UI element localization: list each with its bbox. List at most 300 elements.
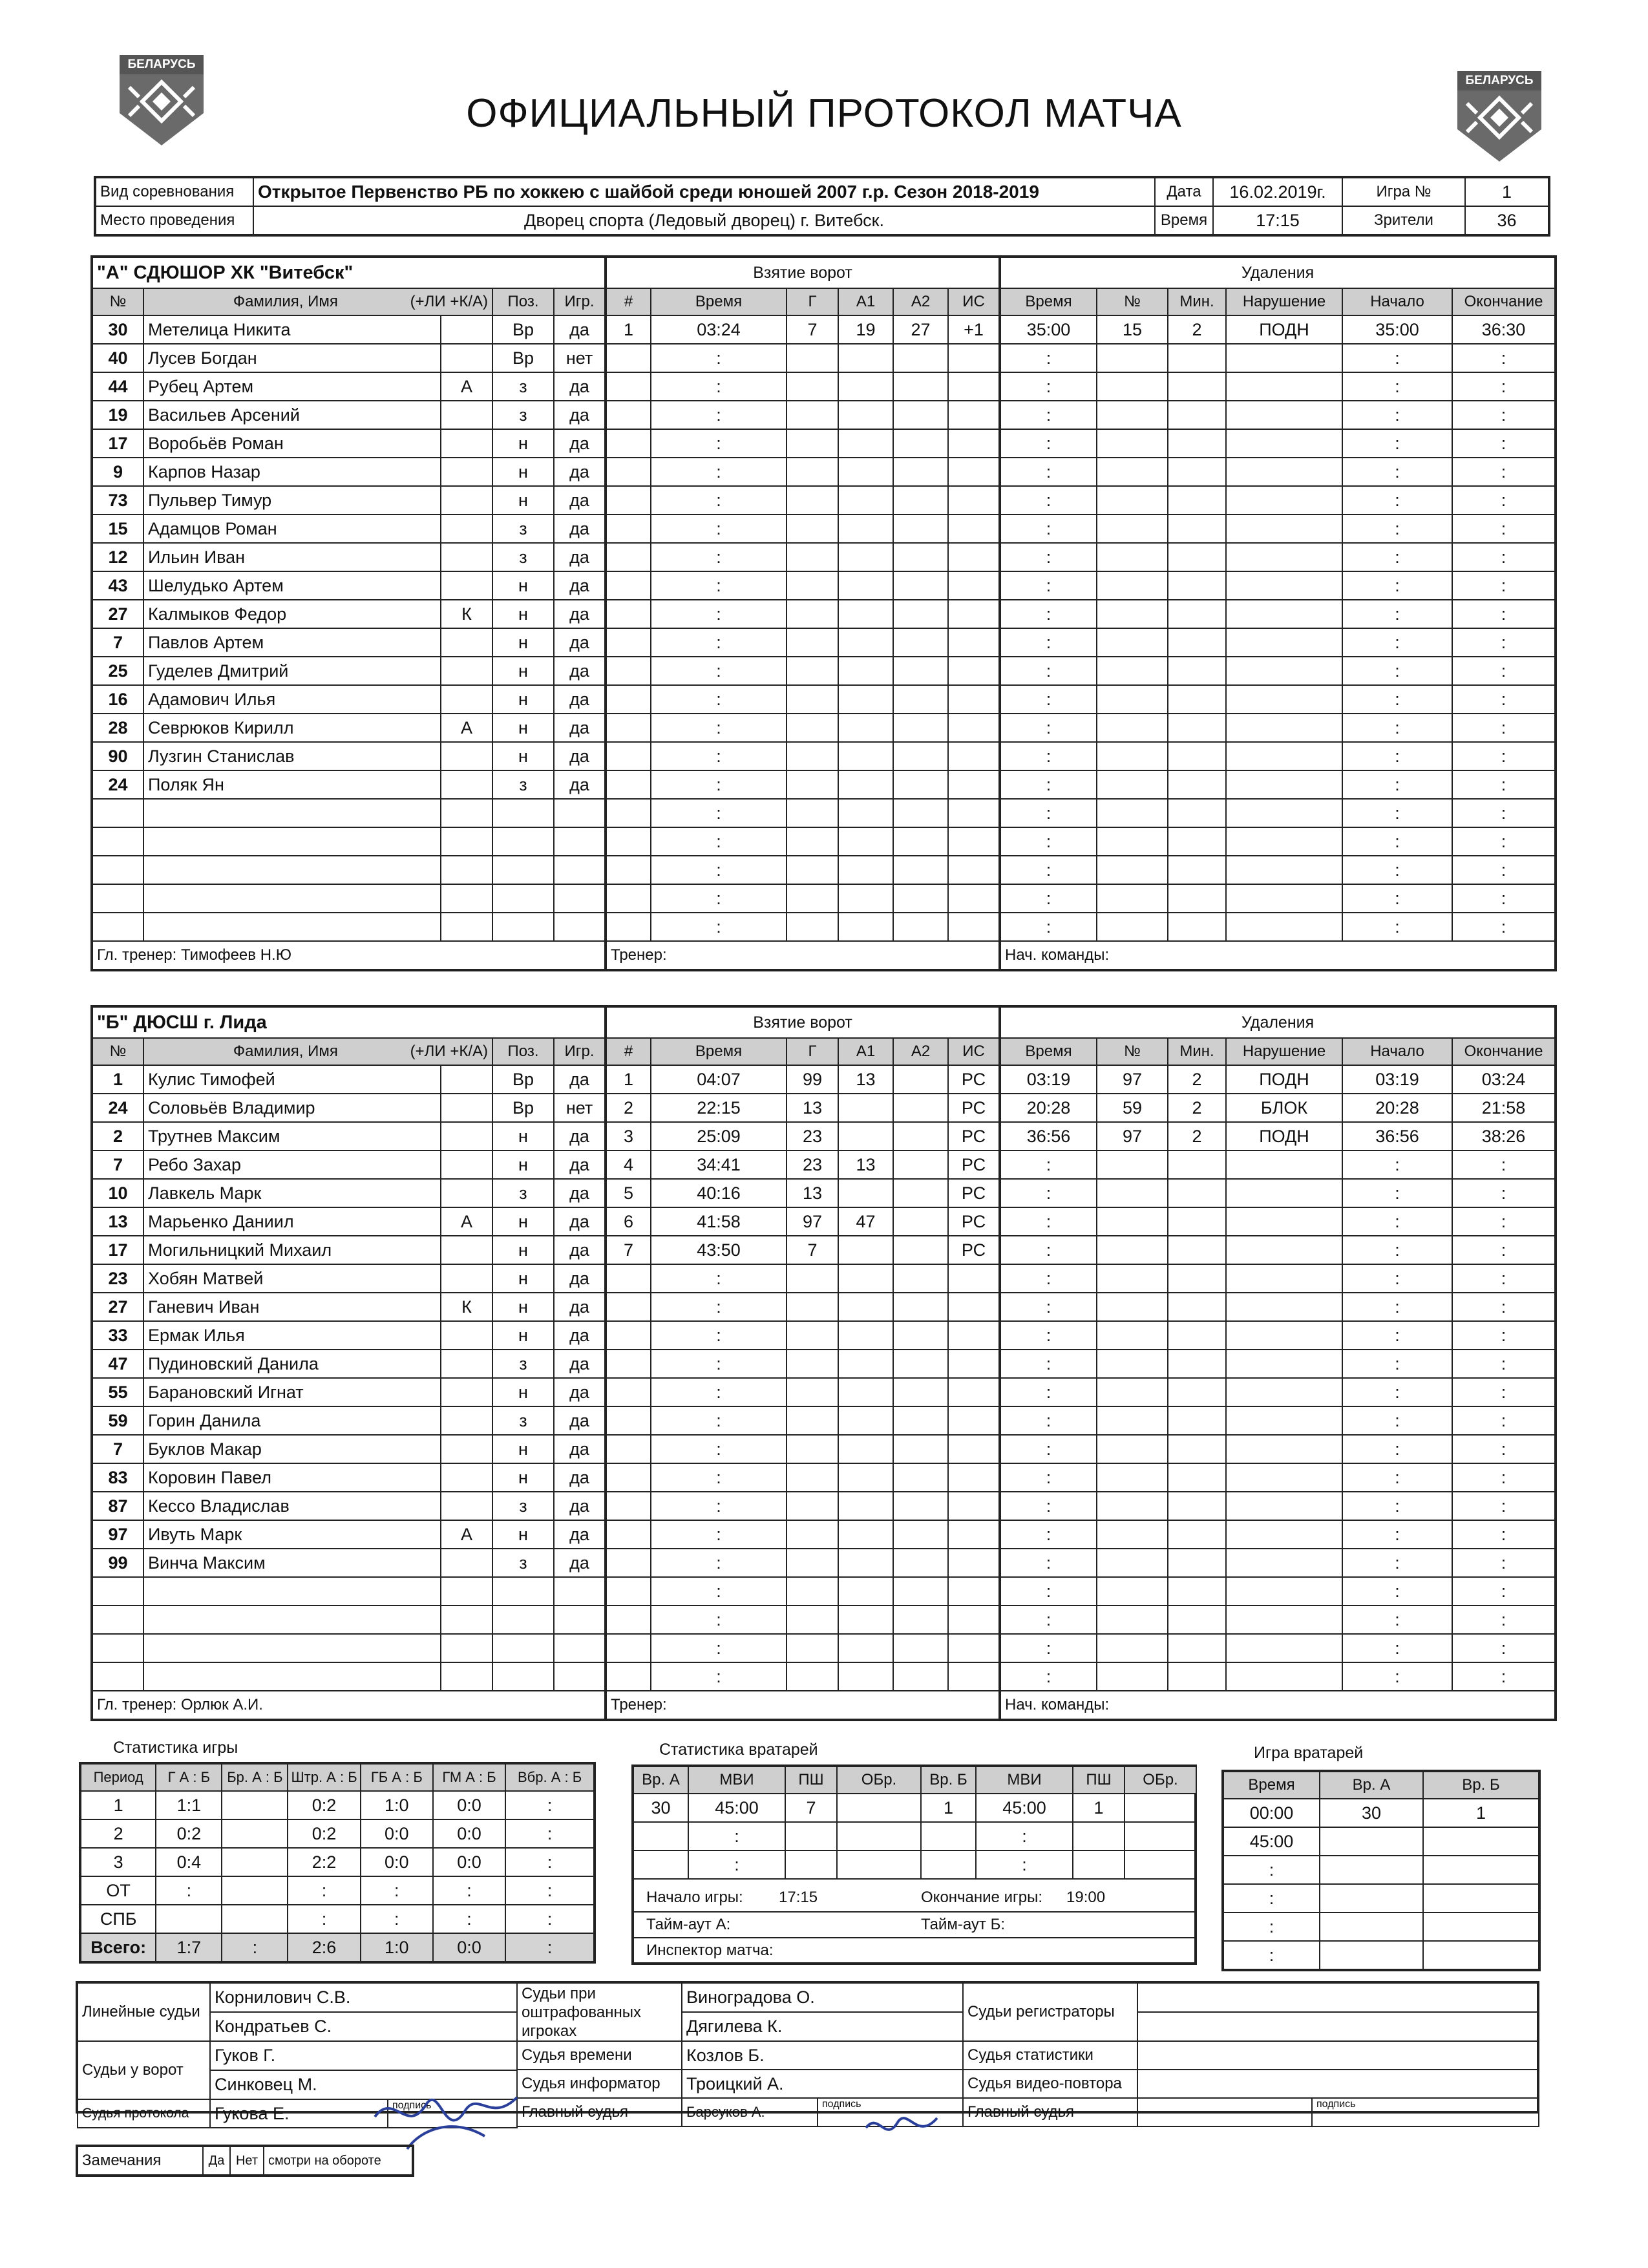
goal-assist-2 — [893, 742, 948, 770]
game-stats-title: Статистика игры — [113, 1739, 238, 1757]
penalty-start: : — [1342, 856, 1452, 884]
goal-situation — [948, 1435, 1000, 1463]
goal-scorer: 7 — [787, 1236, 838, 1264]
goal-number — [606, 1577, 651, 1606]
goalie-play-cell: : — [1223, 1941, 1320, 1970]
player-position: Вр — [492, 344, 554, 372]
player-row — [92, 1122, 606, 1150]
goal-number — [606, 884, 651, 913]
penalty-row — [1000, 571, 1556, 600]
penalty-start: : — [1342, 913, 1452, 941]
p-col-end: Окончание — [1452, 1038, 1556, 1065]
goal-assist-2 — [893, 1406, 948, 1435]
goal-row — [606, 884, 1000, 913]
goalie-stats-cell: 45:00 — [976, 1794, 1073, 1822]
goalie-stats-header: Вр. А — [633, 1766, 688, 1794]
penalty-minutes — [1168, 1207, 1226, 1236]
player-row — [92, 600, 606, 628]
player-position: з — [492, 1406, 554, 1435]
goal-situation — [948, 1378, 1000, 1406]
player-name: Трутнев Максим — [143, 1122, 441, 1150]
penalty-row — [1000, 742, 1556, 770]
player-captain — [441, 1122, 492, 1150]
player-played: да — [554, 543, 606, 571]
player-row — [92, 1065, 606, 1094]
goal-assist-1 — [838, 1350, 893, 1378]
goal-assist-1 — [838, 1094, 893, 1122]
g-col-num: # — [606, 288, 651, 315]
penalty-start: : — [1342, 1577, 1452, 1606]
goal-assist-1 — [838, 657, 893, 685]
goal-number — [606, 1321, 651, 1350]
goal-assist-1 — [838, 628, 893, 657]
penalty-violation — [1226, 458, 1342, 486]
game-stats-cell: 0:0 — [433, 1791, 505, 1819]
goalie-stats-row — [633, 1822, 1196, 1850]
player-captain — [441, 913, 492, 941]
player-played: да — [554, 571, 606, 600]
game-stats-cell: 0:0 — [361, 1819, 433, 1848]
penalty-minutes: 2 — [1168, 1122, 1226, 1150]
penalty-end: : — [1452, 685, 1556, 714]
game-stats-header: Вбр. А : Б — [505, 1763, 595, 1791]
player-row — [92, 799, 606, 827]
player-position: н — [492, 742, 554, 770]
goal-time: : — [651, 856, 787, 884]
head-coach-name: Орлюк А.И. — [180, 1696, 263, 1713]
player-position: з — [492, 770, 554, 799]
goal-scorer — [787, 1463, 838, 1492]
penalty-row — [1000, 486, 1556, 514]
goal-time: : — [651, 913, 787, 941]
goal-judges-label: Судьи у ворот — [78, 2041, 210, 2099]
penalty-minutes — [1168, 1577, 1226, 1606]
game-value: 1 — [1465, 177, 1549, 206]
player-played: да — [554, 514, 606, 543]
goal-scorer — [787, 1321, 838, 1350]
penalty-time: : — [1000, 799, 1097, 827]
penalty-time: : — [1000, 628, 1097, 657]
goal-judge-2: Синковец М. — [210, 2070, 517, 2099]
player-position: з — [492, 372, 554, 401]
goal-time: : — [651, 514, 787, 543]
goal-row — [606, 1520, 1000, 1549]
player-played: да — [554, 401, 606, 429]
player-row — [92, 1492, 606, 1520]
penalty-time: : — [1000, 1207, 1097, 1236]
goal-time: : — [651, 685, 787, 714]
goal-number: 2 — [606, 1094, 651, 1122]
player-position — [492, 827, 554, 856]
penalty-start: : — [1342, 1463, 1452, 1492]
penalty-violation — [1226, 1463, 1342, 1492]
penalty-minutes — [1168, 458, 1226, 486]
penalty-start: : — [1342, 1549, 1452, 1577]
penalty-row — [1000, 429, 1556, 458]
goal-situation: РС — [948, 1150, 1000, 1179]
goal-number: 7 — [606, 1236, 651, 1264]
goal-assist-2 — [893, 543, 948, 571]
goal-number — [606, 429, 651, 458]
penalty-row — [1000, 1463, 1556, 1492]
game-stats-cell: 1:0 — [361, 1933, 433, 1962]
penalty-player — [1097, 458, 1168, 486]
p-col-time: Время — [1000, 288, 1097, 315]
player-row — [92, 1577, 606, 1606]
goal-situation: +1 — [948, 315, 1000, 344]
penalty-start: : — [1342, 1406, 1452, 1435]
goal-row — [606, 1577, 1000, 1606]
goalie-stats-cell — [921, 1822, 976, 1850]
player-row — [92, 827, 606, 856]
goalie-play-table — [1221, 1770, 1541, 1971]
goal-situation — [948, 856, 1000, 884]
penalty-minutes — [1168, 344, 1226, 372]
remarks-no[interactable]: Нет — [230, 2146, 264, 2176]
penalty-minutes: 2 — [1168, 1094, 1226, 1122]
player-captain: К — [441, 600, 492, 628]
penalty-time: : — [1000, 742, 1097, 770]
goal-assist-2 — [893, 1264, 948, 1293]
spectators-value: 36 — [1465, 206, 1549, 235]
player-number: 23 — [92, 1264, 143, 1293]
goal-assist-2 — [893, 1321, 948, 1350]
goal-assist-1 — [838, 1577, 893, 1606]
goalie-play-header: Вр. А — [1320, 1771, 1423, 1799]
col-position: Поз. — [492, 1038, 554, 1065]
player-played: да — [554, 1321, 606, 1350]
player-played: да — [554, 429, 606, 458]
player-number — [92, 827, 143, 856]
goal-row — [606, 1662, 1000, 1691]
timeout-a-label: Тайм-аут А: — [646, 1916, 731, 1933]
penalty-player — [1097, 1321, 1168, 1350]
player-name: Кессо Владислав — [143, 1492, 441, 1520]
game-stats-cell: : — [156, 1876, 222, 1905]
player-number: 47 — [92, 1350, 143, 1378]
goal-assist-2 — [893, 1606, 948, 1634]
goal-assist-1 — [838, 344, 893, 372]
penalties-title: Удаления — [1000, 257, 1556, 288]
goal-time: : — [651, 657, 787, 685]
goal-assist-1 — [838, 1406, 893, 1435]
penalty-player — [1097, 884, 1168, 913]
p-col-time: Время — [1000, 1038, 1097, 1065]
player-number: 24 — [92, 1094, 143, 1122]
p-col-minutes: Мин. — [1168, 1038, 1226, 1065]
goal-scorer: 7 — [787, 315, 838, 344]
player-number: 1 — [92, 1065, 143, 1094]
goal-situation — [948, 1406, 1000, 1435]
player-captain — [441, 685, 492, 714]
player-row — [92, 714, 606, 742]
penalty-minutes — [1168, 1662, 1226, 1691]
goal-assist-1 — [838, 742, 893, 770]
player-captain — [441, 344, 492, 372]
penalty-violation — [1226, 628, 1342, 657]
goal-time: : — [651, 1293, 787, 1321]
team-manager — [1000, 1691, 1556, 1720]
goal-assist-1 — [838, 1662, 893, 1691]
penalty-row — [1000, 1492, 1556, 1520]
penalty-time: : — [1000, 1577, 1097, 1606]
remarks-table — [76, 2145, 414, 2177]
penalty-violation — [1226, 913, 1342, 941]
game-stats-cell: : — [505, 1848, 595, 1876]
goal-time: : — [651, 429, 787, 458]
game-stats-row — [80, 1933, 595, 1962]
goal-situation — [948, 1577, 1000, 1606]
goal-number — [606, 628, 651, 657]
player-name: Пульвер Тимур — [143, 486, 441, 514]
player-number: 90 — [92, 742, 143, 770]
penalty-end: : — [1452, 1463, 1556, 1492]
player-number: 15 — [92, 514, 143, 543]
player-name — [143, 799, 441, 827]
player-number — [92, 884, 143, 913]
penalty-time: 36:56 — [1000, 1122, 1097, 1150]
player-row — [92, 571, 606, 600]
goal-time: 04:07 — [651, 1065, 787, 1094]
goalie-play-title: Игра вратарей — [1254, 1744, 1364, 1762]
player-name: Коровин Павел — [143, 1463, 441, 1492]
video-judge-label: Судья видео-повтора — [963, 2070, 1137, 2098]
game-stats-cell: 0:0 — [433, 1819, 505, 1848]
goal-time: 03:24 — [651, 315, 787, 344]
penalty-minutes — [1168, 429, 1226, 458]
player-captain — [441, 657, 492, 685]
goal-assist-1 — [838, 1520, 893, 1549]
game-stats-cell: 0:4 — [156, 1848, 222, 1876]
penalty-row — [1000, 913, 1556, 941]
scorer-name: Гукова Е. — [210, 2099, 388, 2128]
timekeeper-label: Судья времени — [517, 2041, 682, 2070]
penalty-end: : — [1452, 884, 1556, 913]
goal-time: : — [651, 1350, 787, 1378]
goal-assist-2 — [893, 1350, 948, 1378]
goal-situation — [948, 685, 1000, 714]
penalty-minutes — [1168, 1293, 1226, 1321]
goalie-stats-header: Вр. Б — [921, 1766, 976, 1794]
goal-scorer — [787, 1264, 838, 1293]
penalty-violation — [1226, 1378, 1342, 1406]
g-col-time: Время — [651, 288, 787, 315]
col-number: № — [92, 288, 143, 315]
player-captain — [441, 543, 492, 571]
goalie-play-cell: : — [1223, 1856, 1320, 1884]
goal-situation: РС — [948, 1094, 1000, 1122]
head-coach — [92, 1691, 606, 1720]
penalty-time: : — [1000, 458, 1097, 486]
player-row — [92, 913, 606, 941]
penalty-player: 97 — [1097, 1122, 1168, 1150]
penalty-row — [1000, 600, 1556, 628]
player-captain — [441, 742, 492, 770]
penalty-time: : — [1000, 770, 1097, 799]
goal-row — [606, 685, 1000, 714]
goalie-play-row — [1223, 1799, 1539, 1827]
player-captain — [441, 1549, 492, 1577]
stats-judge-label: Судья статистики — [963, 2041, 1137, 2070]
goal-assist-2 — [893, 344, 948, 372]
goal-time: : — [651, 628, 787, 657]
sign-label: подпись — [392, 2100, 432, 2111]
goalie-stats-cell: 7 — [785, 1794, 837, 1822]
goal-number — [606, 486, 651, 514]
goalie-stats-cell: 1 — [921, 1794, 976, 1822]
player-played: да — [554, 372, 606, 401]
player-name: Пудиновский Данила — [143, 1350, 441, 1378]
penalty-player — [1097, 1179, 1168, 1207]
penalty-end: : — [1452, 1378, 1556, 1406]
player-captain — [441, 1065, 492, 1094]
penalty-violation — [1226, 1350, 1342, 1378]
roster-table — [90, 255, 607, 971]
penalty-start: : — [1342, 1207, 1452, 1236]
player-number: 28 — [92, 714, 143, 742]
remarks-yes[interactable]: Да — [203, 2146, 230, 2176]
player-row — [92, 1549, 606, 1577]
goal-assist-1 — [838, 600, 893, 628]
coach — [606, 1691, 1000, 1720]
goal-scorer: 13 — [787, 1179, 838, 1207]
player-name: Метелица Никита — [143, 315, 441, 344]
goal-row — [606, 1378, 1000, 1406]
game-stats-header: Период — [80, 1763, 156, 1791]
penalty-end: : — [1452, 344, 1556, 372]
player-captain — [441, 1406, 492, 1435]
goalie-play-row — [1223, 1856, 1539, 1884]
penalty-end: : — [1452, 458, 1556, 486]
penalties-title: Удаления — [1000, 1006, 1556, 1038]
goal-scorer — [787, 1577, 838, 1606]
goal-assist-1 — [838, 685, 893, 714]
player-row — [92, 1264, 606, 1293]
penalty-minutes — [1168, 543, 1226, 571]
penalty-player — [1097, 600, 1168, 628]
goal-number — [606, 1634, 651, 1662]
game-stats-cell: 1:7 — [156, 1933, 222, 1962]
penalty-time: : — [1000, 657, 1097, 685]
goalie-stats-cell — [1125, 1794, 1196, 1822]
penalty-time: 20:28 — [1000, 1094, 1097, 1122]
player-captain — [441, 799, 492, 827]
remarks-see-back: смотри на обороте — [264, 2146, 413, 2176]
goalie-stats-cell — [785, 1850, 837, 1879]
game-stats-cell: : — [288, 1876, 360, 1905]
goal-time: : — [651, 600, 787, 628]
penalty-end: : — [1452, 1150, 1556, 1179]
penalty-player — [1097, 657, 1168, 685]
penalty-row — [1000, 1406, 1556, 1435]
player-number: 97 — [92, 1520, 143, 1549]
goal-assist-2 — [893, 486, 948, 514]
penalty-minutes — [1168, 1463, 1226, 1492]
player-captain — [441, 1435, 492, 1463]
col-name-label: Фамилия, Имя — [233, 1043, 338, 1060]
player-captain: А — [441, 1207, 492, 1236]
player-row — [92, 543, 606, 571]
goal-assist-2 — [893, 372, 948, 401]
penalty-row — [1000, 1634, 1556, 1662]
game-stats-cell: ОТ — [80, 1876, 156, 1905]
player-name: Поляк Ян — [143, 770, 441, 799]
goal-assist-1 — [838, 770, 893, 799]
goal-number: 3 — [606, 1122, 651, 1150]
penalty-end: : — [1452, 1350, 1556, 1378]
player-row — [92, 1435, 606, 1463]
penalty-violation — [1226, 1321, 1342, 1350]
goalie-play-cell — [1320, 1827, 1423, 1856]
game-stats-cell: 2:2 — [288, 1848, 360, 1876]
goal-scorer — [787, 543, 838, 571]
col-name — [143, 288, 492, 315]
player-number — [92, 799, 143, 827]
goal-scorer: 23 — [787, 1122, 838, 1150]
penalty-violation — [1226, 1179, 1342, 1207]
g-col-scorer: Г — [787, 288, 838, 315]
penalty-minutes — [1168, 827, 1226, 856]
officials-table-mid — [516, 1982, 964, 2127]
penalty-row — [1000, 514, 1556, 543]
goal-time: : — [651, 1520, 787, 1549]
goal-situation — [948, 344, 1000, 372]
penalty-end: : — [1452, 770, 1556, 799]
goal-scorer — [787, 429, 838, 458]
goal-time: : — [651, 1492, 787, 1520]
goal-scorer — [787, 1520, 838, 1549]
goal-assist-1 — [838, 1463, 893, 1492]
penalty-violation — [1226, 1406, 1342, 1435]
game-stats-cell — [222, 1819, 288, 1848]
player-number: 17 — [92, 429, 143, 458]
penalty-time: : — [1000, 486, 1097, 514]
penalty-player — [1097, 486, 1168, 514]
goal-situation — [948, 1463, 1000, 1492]
player-name: Васильев Арсений — [143, 401, 441, 429]
game-stats-cell: : — [505, 1876, 595, 1905]
sign-label: подпись — [1316, 2099, 1356, 2110]
penalty-player — [1097, 1435, 1168, 1463]
goal-number — [606, 401, 651, 429]
player-number: 17 — [92, 1236, 143, 1264]
penalty-violation — [1226, 1634, 1342, 1662]
player-position: н — [492, 486, 554, 514]
penalty-time: : — [1000, 1549, 1097, 1577]
goalie-play-cell: 00:00 — [1223, 1799, 1320, 1827]
player-number: 9 — [92, 458, 143, 486]
goal-scorer — [787, 571, 838, 600]
penalty-time: : — [1000, 600, 1097, 628]
penalty-row — [1000, 1094, 1556, 1122]
goal-situation — [948, 770, 1000, 799]
player-position: з — [492, 1492, 554, 1520]
goalie-stats-header: ОБр. — [837, 1766, 921, 1794]
time-label: Время — [1155, 206, 1213, 235]
penalty-minutes — [1168, 1634, 1226, 1662]
player-name: Адамцов Роман — [143, 514, 441, 543]
game-stats-row — [80, 1791, 595, 1819]
player-name: Лусев Богдан — [143, 344, 441, 372]
player-played: да — [554, 628, 606, 657]
place-value: Дворец спорта (Ледовый дворец) г. Витебск. — [253, 206, 1155, 235]
penalty-minutes — [1168, 770, 1226, 799]
team-manager-label: Нач. команды: — [1005, 946, 1110, 964]
penalty-player — [1097, 372, 1168, 401]
player-position: н — [492, 1293, 554, 1321]
goal-row — [606, 657, 1000, 685]
penalty-start: : — [1342, 1492, 1452, 1520]
